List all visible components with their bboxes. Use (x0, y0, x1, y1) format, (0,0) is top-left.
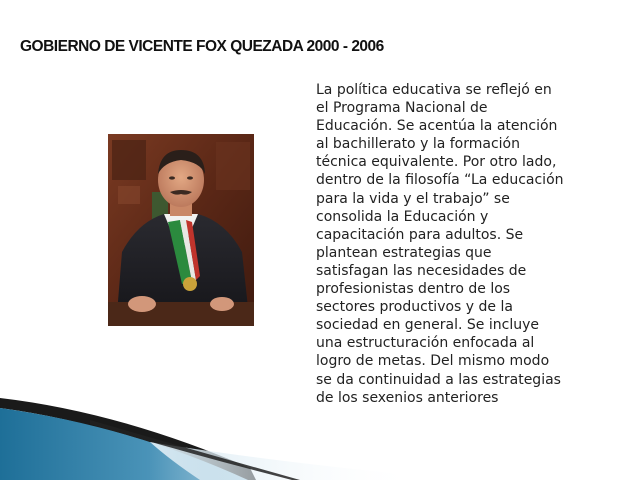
body-line: de los sexenios anteriores (316, 389, 499, 406)
portrait-photo (108, 134, 254, 326)
body-line: profesionistas dentro de los (316, 281, 511, 298)
body-line: capacitación para adultos. Se (316, 226, 524, 243)
body-line: La política educativa se reflejó en (316, 82, 552, 98)
body-line: consolida la Educación y (316, 208, 489, 225)
body-line: sectores productivos y de la (316, 299, 513, 316)
body-line: Educación. Se acentúa la atención (316, 118, 558, 135)
body-line: técnica equivalente. Por otro lado, (316, 154, 557, 171)
body-line: el Programa Nacional de (316, 100, 488, 117)
body-line: satisfagan las necesidades de (316, 262, 527, 279)
body-line: sociedad en general. Se incluye (316, 317, 539, 334)
body-line: al bachillerato y la formación (316, 136, 520, 153)
body-line: dentro de la filosofía “La educación (316, 172, 564, 189)
body-paragraph (316, 81, 616, 407)
footer-swoosh-decoration (0, 390, 640, 480)
body-line: plantean estrategias que (316, 244, 492, 261)
body-line: se da continuidad a las estrategias (316, 371, 561, 388)
body-line: una estructuración enfocada al (316, 335, 535, 352)
slide-title: GOBIERNO DE VICENTE FOX QUEZADA 2000 - 2006 (20, 38, 384, 55)
body-line: logro de metas. Del mismo modo (316, 353, 550, 370)
body-line: para la vida y el trabajo” se (316, 190, 510, 207)
